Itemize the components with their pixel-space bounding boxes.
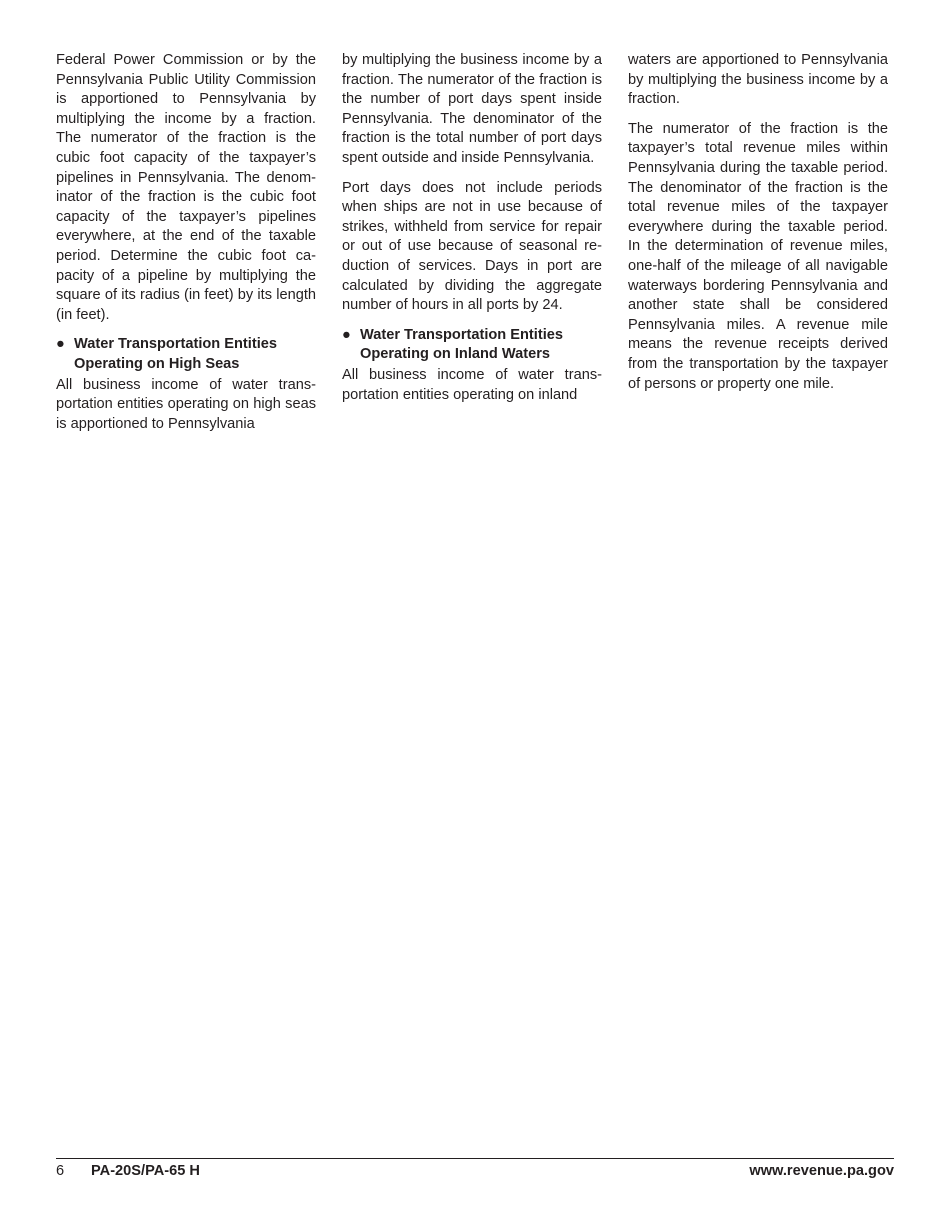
footer-divider <box>56 1158 894 1159</box>
section-heading-label: Water Transportation Entities Operating on Inland Waters <box>360 326 563 363</box>
section-heading <box>56 335 316 374</box>
form-identifier: PA-20S/PA-65 H <box>91 1163 200 1179</box>
website-link[interactable]: www.revenue.pa.gov <box>749 1163 894 1179</box>
paragraph: Port days does not include periods when ships are not in use because of strikes, withheld from service for repair or out of use because of seasonal reduction of services. Days in port are calculated by dividing the aggregate number of hours in all ports by 24. <box>342 179 602 314</box>
paragraph: All business income of water transportation entities operating on inland <box>342 366 602 403</box>
text-column-1 <box>56 51 316 444</box>
section-heading-label: Water Transportation Entities Operating on High Seas <box>74 336 277 372</box>
paragraph: All business income of water transportation entities operating on high seas is apportioned to Pennsylvania <box>56 376 316 432</box>
paragraph: The numerator of the fraction is the taxpayer’s total revenue miles within Pennsylvania during the taxable period. The denominator of the fraction is the total revenue miles of the taxpayer everywhere during the taxable period. In the determination of revenue miles, one-half of the mileage of all navigable waterways bordering Pennsylvania and another state shall be considered Pennsylvania miles. A revenue mile means the revenue receipts derived from the transportation by the taxpayer of persons or property one mile. <box>628 120 888 392</box>
paragraph: by multiplying the business income by a fraction. The numerator of the fraction is the number of port days spent inside Pennsylvania. The denominator of the fraction is the total number of port days spent outside and inside Pennsylvania. <box>342 52 602 166</box>
text-column-3 <box>628 51 888 404</box>
section-heading <box>342 326 602 365</box>
page-footer <box>56 1161 894 1181</box>
paragraph: waters are apportioned to Pennsylvania by multiplying the business income by a fraction. <box>628 52 888 108</box>
bullet-icon: ● <box>342 326 351 343</box>
bullet-icon: ● <box>56 336 65 353</box>
page-number: 6 <box>56 1163 65 1179</box>
paragraph: Federal Power Commission or by the Pennsylvania Public Utility Commission is apportioned to Pennsylvania by multiplying the income by a fraction. The numerator of the fraction is the cubic foot capacity of the taxpayer’s pipelines in Pennsylvania. The denominator of the fraction is the cubic foot capacity of the taxpayer’s pipelines everywhere, at the end of the taxable period. Determine the cubic foot capacity of a pipeline by multiplying the square of its radius (in feet) by its length (in feet). <box>56 52 316 323</box>
text-column-2 <box>342 51 602 415</box>
